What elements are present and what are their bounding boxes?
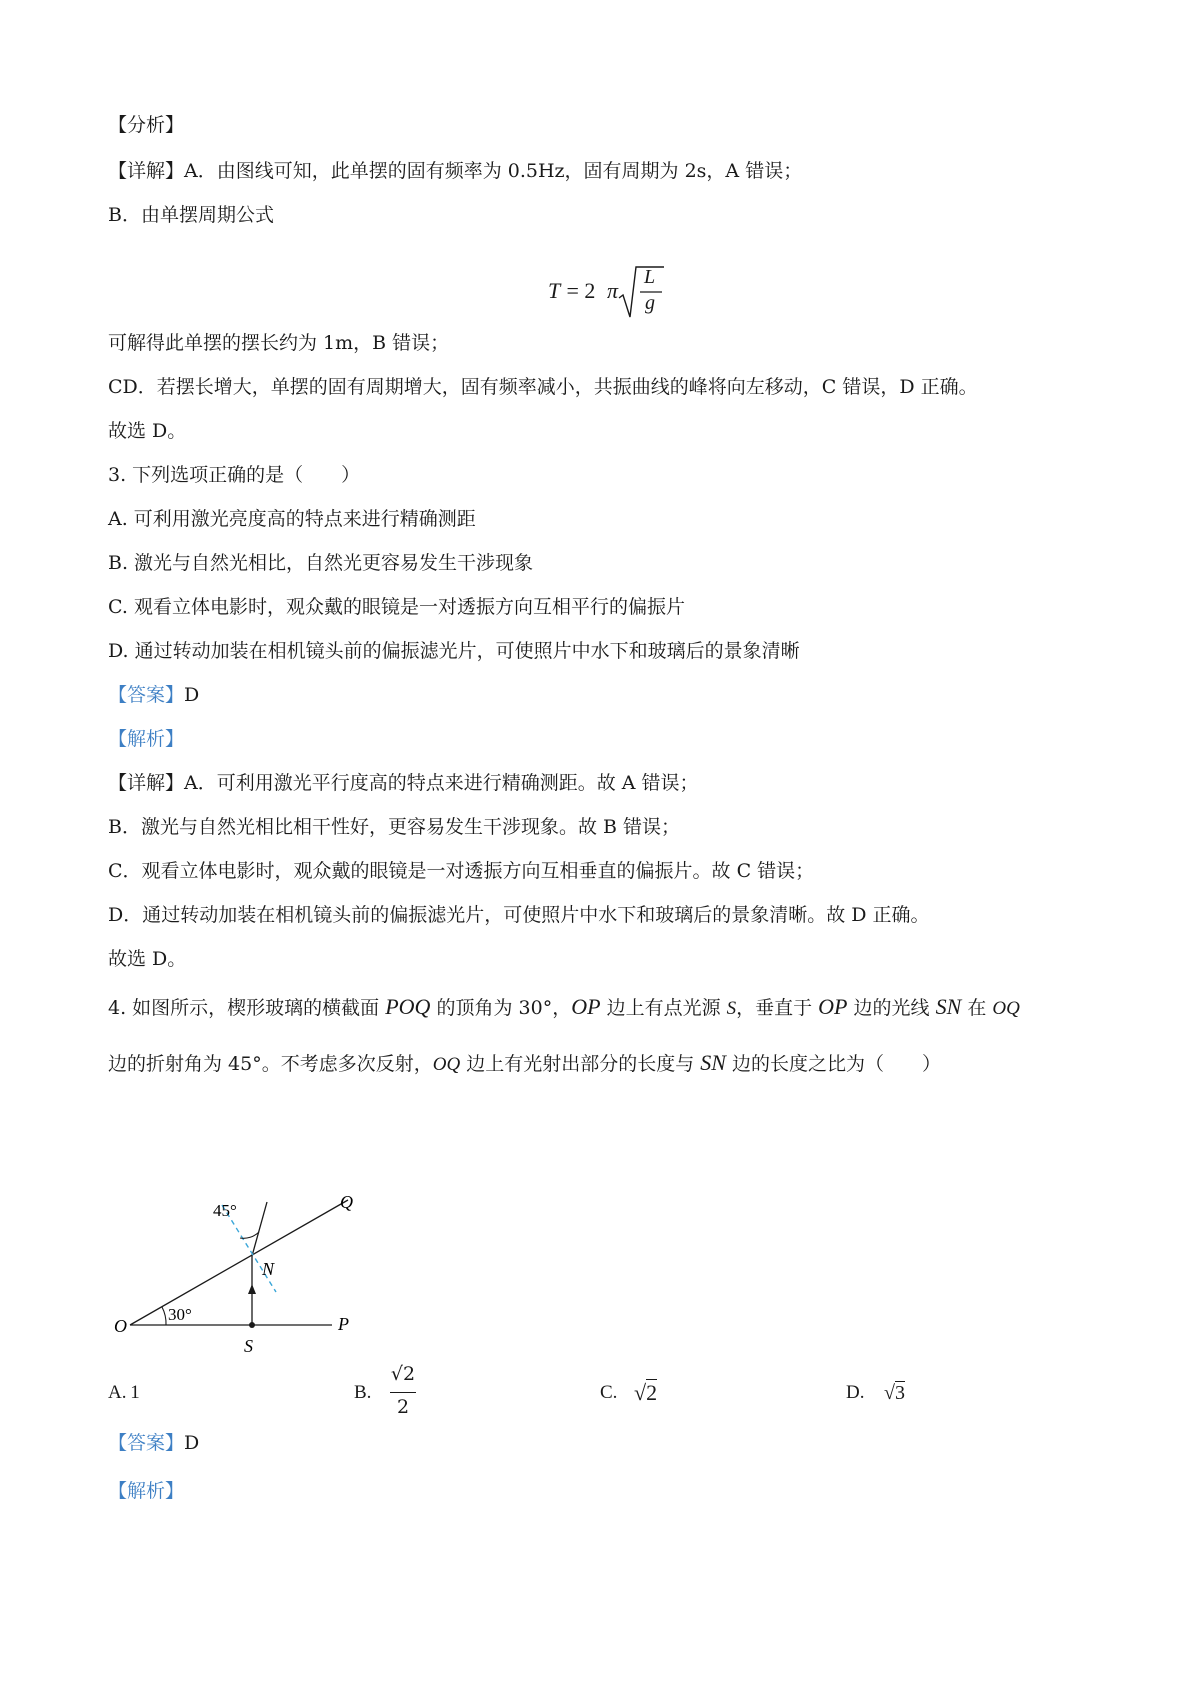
formula-numerator: L: [644, 266, 656, 288]
q4-option-b-denominator: 2: [396, 1396, 410, 1418]
label-45-deg: 45°: [213, 1201, 237, 1220]
answer-label: 【答案】: [108, 1432, 185, 1454]
label-n: N: [262, 1259, 275, 1279]
point-s-dot: [249, 1322, 255, 1328]
label-30-deg: 30°: [168, 1305, 192, 1324]
q3-choose-d: 故选 D。: [108, 948, 187, 970]
q3-option-b: B. 激光与自然光相比，自然光更容易发生干涉现象: [108, 552, 534, 574]
detail-a: 【详解】A．由图线可知，此单摆的固有频率为 0.5Hz，固有周期为 2s，A 错误；: [108, 160, 803, 182]
q4-option-d: D. √3: [846, 1382, 905, 1404]
q4-option-a: A. 1: [108, 1382, 140, 1403]
q3-answer: [108, 682, 199, 708]
q3-detail-d: D．通过转动加装在相机镜头前的偏振滤光片，可使照片中水下和玻璃后的景象清晰。故 D 正确。: [108, 904, 930, 926]
question-4-stem-line1: 4. 如图所示，楔形玻璃的横截面 POQ 的顶角为 30°，OP 边上有点光源 S，垂直于 OP 边的光线 SN 在 OQ: [108, 994, 1020, 1019]
sqrt-sign: [618, 262, 664, 322]
q4-option-b-numerator: √2: [390, 1363, 416, 1385]
answer-value: D: [184, 684, 200, 706]
question-4-stem-line2: 边的折射角为 45°。不考虑多次反射，OQ 边上有光射出部分的长度与 SN 边的长度之比为（ ）: [108, 1050, 941, 1075]
formula-denominator: g: [645, 292, 655, 314]
analysis-heading: 【分析】: [108, 114, 185, 136]
q3-detail-c: C．观看立体电影时，观众戴的眼镜是一对透振方向互相垂直的偏振片。故 C 错误；: [108, 860, 815, 882]
q4-answer: [108, 1430, 199, 1456]
q4-explanation-label: 【解析】: [108, 1480, 185, 1502]
oq-edge: [130, 1200, 348, 1325]
sqrt-2: √2: [634, 1380, 658, 1405]
ray-arrow: [248, 1284, 256, 1294]
detail-b: B．由单摆周期公式: [108, 204, 274, 226]
q3-option-c: C. 观看立体电影时，观众戴的眼镜是一对透振方向互相平行的偏振片: [108, 596, 685, 618]
detail-cd: CD．若摆长增大，单摆的固有周期增大，固有频率减小，共振曲线的峰将向左移动，C 错误，D 正确。: [108, 376, 978, 398]
label-s: S: [244, 1336, 253, 1356]
period-formula: T = 2 π L g: [548, 262, 668, 322]
choose-d: 故选 D。: [108, 420, 187, 442]
answer-label: 【答案】: [108, 684, 185, 706]
fraction-bar: [390, 1392, 416, 1393]
angle-30-arc: [162, 1307, 166, 1325]
q3-option-a: A. 可利用激光亮度高的特点来进行精确测距: [108, 508, 476, 530]
q3-option-d: D. 通过转动加装在相机镜头前的偏振滤光片，可使照片中水下和玻璃后的景象清晰: [108, 640, 800, 662]
q3-detail-b: B．激光与自然光相比相干性好，更容易发生干涉现象。故 B 错误；: [108, 816, 681, 838]
label-q: Q: [340, 1192, 353, 1212]
q4-option-b-label: B.: [354, 1382, 372, 1403]
solve-length: 可解得此单摆的摆长约为 1m，B 错误；: [108, 332, 450, 354]
q4-option-c: C. √2: [600, 1380, 658, 1405]
q3-explanation-label: 【解析】: [108, 728, 185, 750]
label-o: O: [114, 1316, 127, 1336]
answer-value: D: [184, 1432, 200, 1454]
sqrt-3: √3: [884, 1382, 905, 1404]
wedge-figure: [100, 1180, 360, 1360]
label-p: P: [338, 1314, 349, 1334]
q3-detail-a: 【详解】A．可利用激光平行度高的特点来进行精确测距。故 A 错误；: [108, 772, 699, 794]
question-3-stem: 3. 下列选项正确的是（ ）: [108, 464, 361, 486]
